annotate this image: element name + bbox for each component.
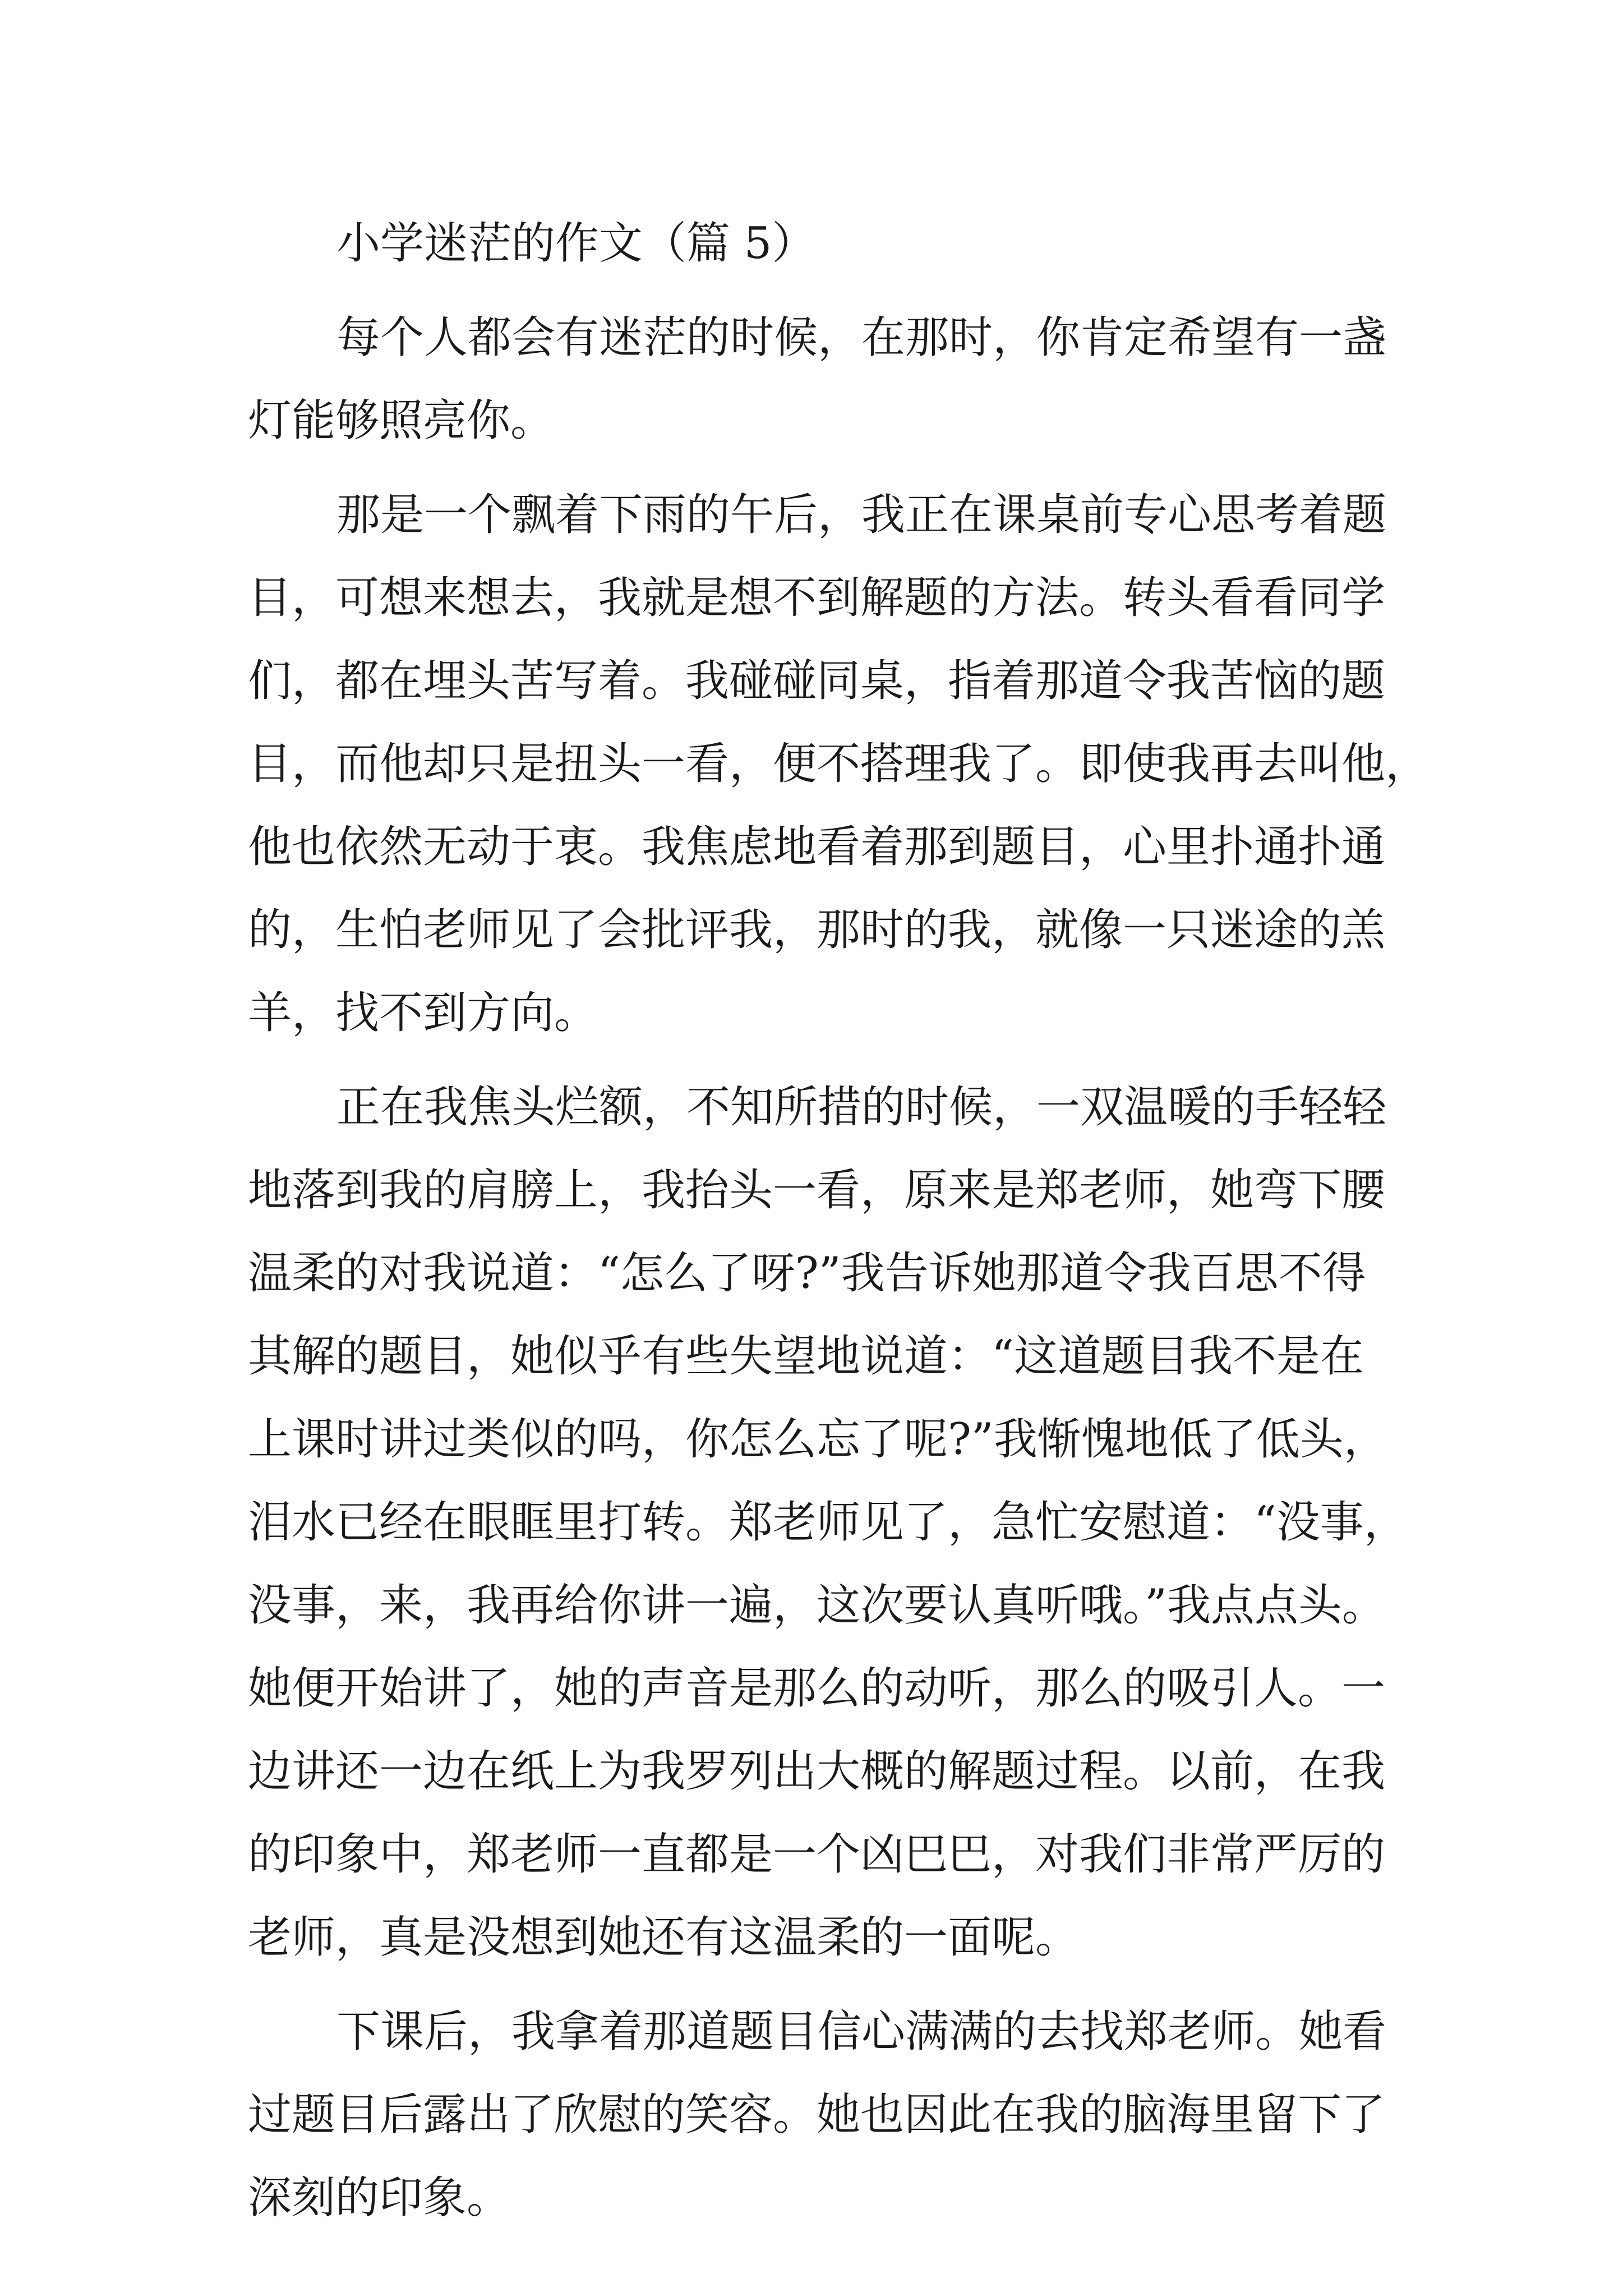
paragraph-line: 的，生怕老师见了会批评我，那时的我，就像一只迷途的羔 [248, 905, 1386, 955]
paragraph-3 [248, 1066, 1408, 1979]
paragraph-line: 老师，真是没想到她还有这温柔的一面呢。 [248, 1912, 1080, 1963]
paragraph-line: 她便开始讲了，她的声音是那么的动听，那么的吸引人。一 [248, 1663, 1386, 1714]
paragraph-line: 没事，来，我再给你讲一遍，这次要认真听哦。”我点点头。 [248, 1580, 1386, 1631]
paragraph-4 [248, 1990, 1387, 2239]
paragraph-line: 上课时讲过类似的吗，你怎么忘了呢?”我惭愧地低了低头， [248, 1414, 1387, 1465]
paragraph-line: 的印象中，郑老师一直都是一个凶巴巴，对我们非常严厉的 [248, 1829, 1386, 1880]
paragraph-1 [248, 296, 1387, 462]
paragraph-line: 目，可想来想去，我就是想不到解题的方法。转头看看同学 [248, 573, 1386, 623]
paragraph-line: 们，都在埋头苦写着。我碰碰同桌，指着那道令我苦恼的题 [248, 656, 1386, 706]
paragraph-line: 下课后，我拿着那道题目信心满满的去找郑老师。她看 [336, 2007, 1387, 2057]
document-page [248, 202, 1430, 2239]
document-title: 小学迷茫的作文（篇 5） [336, 218, 816, 269]
paragraph-line: 温柔的对我说道：“怎么了呀?”我告诉她那道令我百思不得 [248, 1248, 1366, 1299]
paragraph-line: 灯能够照亮你。 [248, 395, 555, 446]
paragraph-line: 那是一个飘着下雨的午后，我正在课桌前专心思考着题 [336, 490, 1387, 540]
paragraph-line: 深刻的印象。 [248, 2173, 511, 2223]
paragraph-line: 边讲还一边在纸上为我罗列出大概的解题过程。以前，在我 [248, 1746, 1386, 1797]
paragraph-line: 过题目后露出了欣慰的笑容。她也因此在我的脑海里留下了 [248, 2090, 1386, 2140]
paragraph-line: 目，而他却只是扭头一看，便不搭理我了。即使我再去叫他， [248, 739, 1430, 789]
paragraph-line: 正在我焦头烂额，不知所措的时候，一双温暖的手轻轻 [336, 1082, 1387, 1133]
paragraph-line: 他也依然无动于衷。我焦虑地看着那到题目，心里扑通扑通 [248, 822, 1386, 872]
paragraph-line: 地落到我的肩膀上，我抬头一看，原来是郑老师，她弯下腰 [248, 1165, 1386, 1216]
paragraph-line: 其解的题目，她似乎有些失望地说道：“这道题目我不是在 [248, 1331, 1364, 1382]
paragraph-line: 羊，找不到方向。 [248, 988, 598, 1038]
paragraph-line: 泪水已经在眼眶里打转。郑老师见了，急忙安慰道：“没事， [248, 1497, 1408, 1548]
paragraph-2 [248, 473, 1430, 1055]
paragraph-line: 每个人都会有迷茫的时候，在那时，你肯定希望有一盏 [336, 312, 1387, 363]
